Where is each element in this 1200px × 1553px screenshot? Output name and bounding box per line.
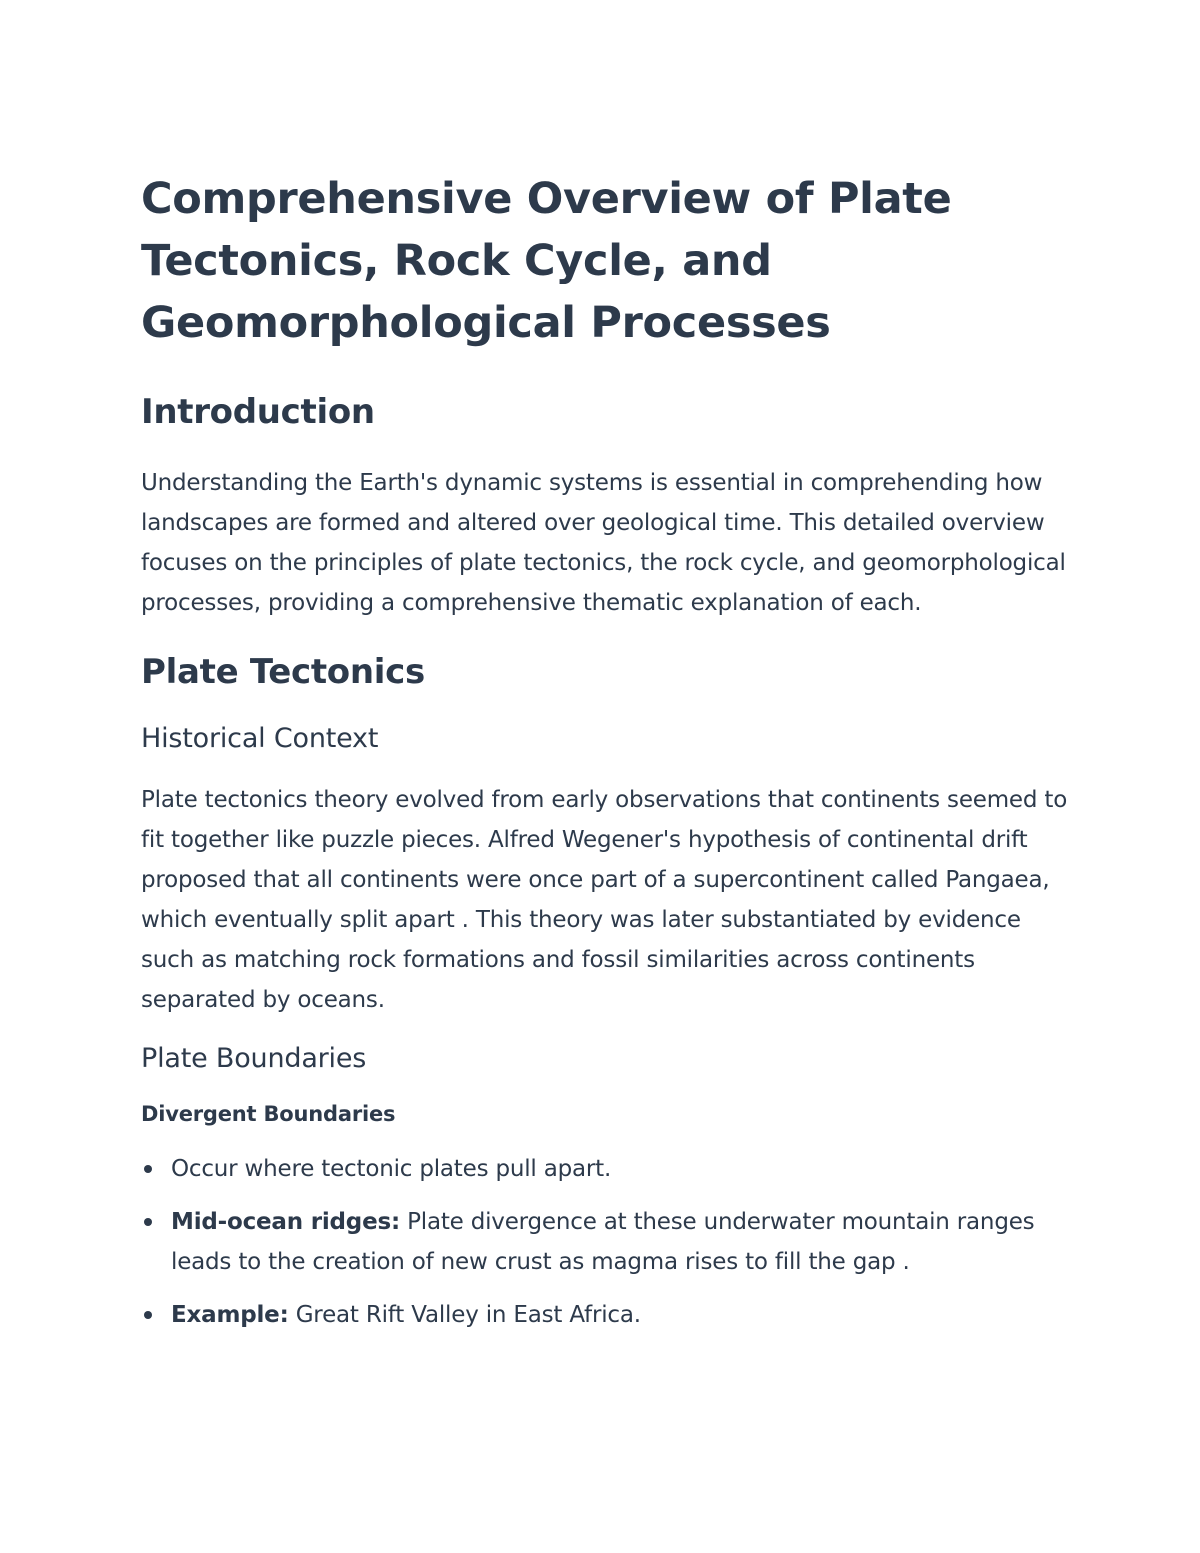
bullet-icon xyxy=(144,1165,152,1173)
bullet-icon xyxy=(144,1311,152,1319)
document-title: Comprehensive Overview of Plate Tectonics, Rock Cycle, and Geomorphological Processes xyxy=(141,174,952,348)
divergent-boundaries-list xyxy=(141,1149,1071,1335)
plate-boundaries-heading: Plate Boundaries xyxy=(141,1043,367,1074)
list-item-label: Example: xyxy=(171,1302,289,1328)
document-content xyxy=(141,0,1071,1335)
introduction-paragraph: Understanding the Earth's dynamic systems is essential in comprehending how landscapes are formed and altered over geological time. This detailed overview focuses on the principles of plate tectonics, the rock cycle, and geomorphological processes, providing a comprehensive thematic explanation of each. xyxy=(141,470,1066,616)
introduction-heading: Introduction xyxy=(141,392,375,432)
list-item-text: Plate divergence at these underwater mountain ranges leads to the creation of new crust as magma rises to fill the gap . xyxy=(171,1209,1035,1275)
list-item-text: Occur where tectonic plates pull apart. xyxy=(171,1156,612,1182)
plate-tectonics-heading: Plate Tectonics xyxy=(141,652,425,692)
historical-context-paragraph: Plate tectonics theory evolved from early observations that continents seemed to fit together like puzzle pieces. Alfred Wegener's hypothesis of continental drift proposed that all continents were once part of a supercontinent called Pangaea, which eventually split apart . This theory was later substantiated by evidence such as matching rock formations and fossil similarities across continents separated by oceans. xyxy=(141,787,1068,1013)
list-item-text: Great Rift Valley in East Africa. xyxy=(288,1302,641,1328)
list-item xyxy=(141,1202,1071,1282)
historical-context-heading: Historical Context xyxy=(141,723,379,754)
bullet-icon xyxy=(144,1218,152,1226)
divergent-boundaries-heading: Divergent Boundaries xyxy=(141,1102,396,1126)
list-item xyxy=(141,1295,1071,1335)
list-item-label: Mid-ocean ridges: xyxy=(171,1209,400,1235)
list-item xyxy=(141,1149,1071,1189)
